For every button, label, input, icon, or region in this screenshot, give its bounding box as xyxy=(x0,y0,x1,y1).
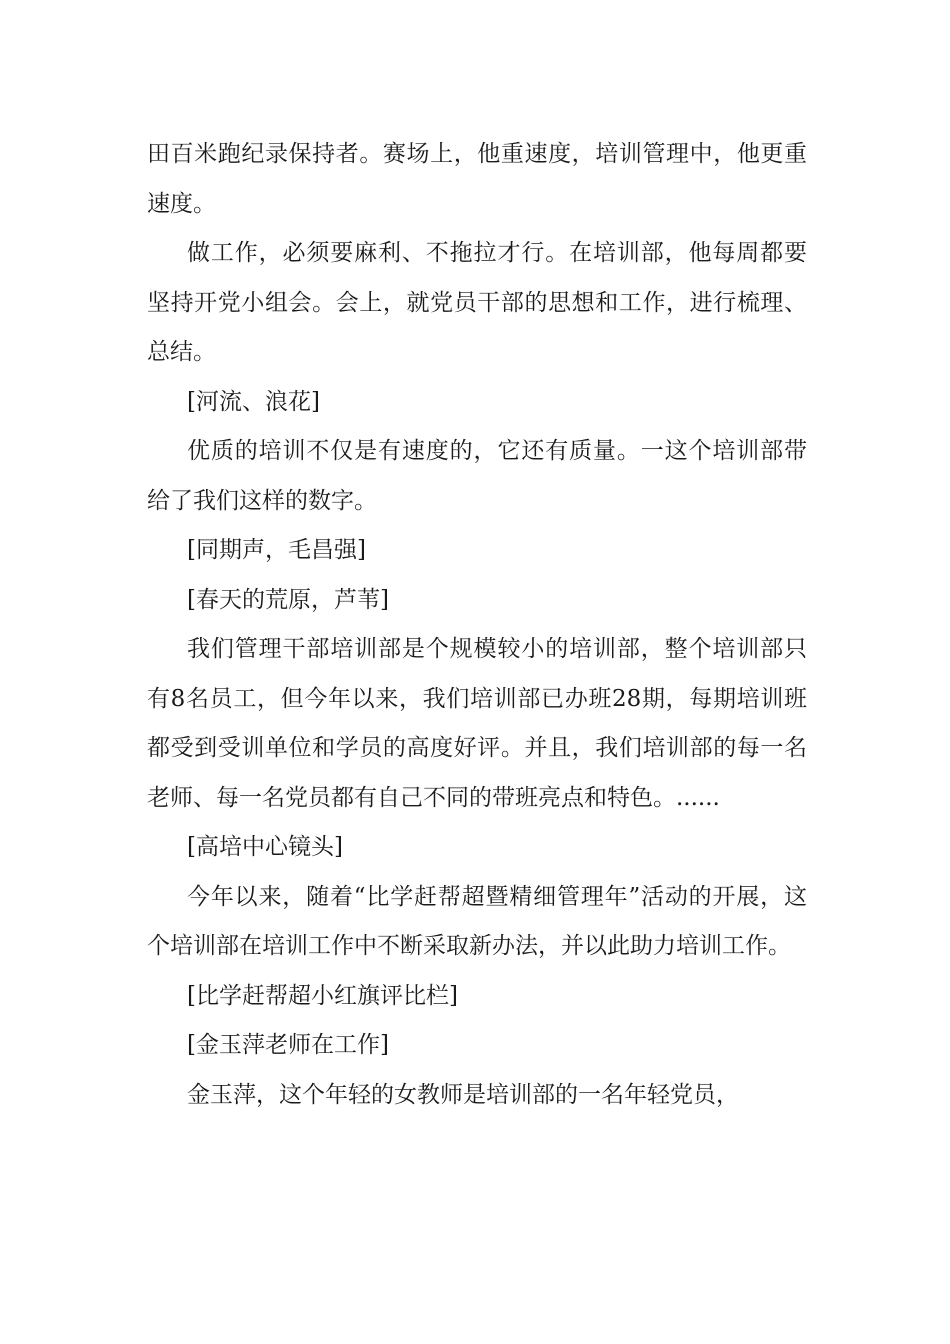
paragraph-6: 金玉萍，这个年轻的女教师是培训部的一名年轻党员， xyxy=(187,1081,739,1108)
scene-note-center-shot: [高培中心镜头] xyxy=(187,834,343,860)
scene-note-teacher-working: [金玉萍老师在工作] xyxy=(187,1032,389,1058)
body-text xyxy=(147,130,807,1120)
scene-note-river: [河流、浪花] xyxy=(187,388,320,415)
paragraph-4: 我们管理干部培训部是个规模较小的培训部，整个培训部只有8名员工，但今年以来，我们培训部已办班28期，每期培训班都受到受训单位和学员的高度好评。并且，我们培训部的每一名老师、每一名党员都有自己不同的带班亮点和特色。...... xyxy=(147,636,807,811)
paragraph-1: 田百米跑纪录保持者。赛场上，他重速度，培训管理中，他更重速度。 xyxy=(147,141,807,217)
scene-note-flag-board: [比学赶帮超小红旗评比栏] xyxy=(187,982,458,1009)
scene-note-sync-sound: [同期声，毛昌强] xyxy=(187,537,366,563)
paragraph-3: 优质的培训不仅是有速度的，它还有质量。一这个培训部带给了我们这样的数字。 xyxy=(147,438,807,514)
scene-note-wasteland: [春天的荒原，芦苇] xyxy=(187,586,389,613)
paragraph-2: 做工作，必须要麻利、不拖拉才行。在培训部，他每周都要坚持开党小组会。会上，就党员干部的思想和工作，进行梳理、总结。 xyxy=(147,240,807,365)
paragraph-5: 今年以来，随着“比学赶帮超暨精细管理年”活动的开展，这个培训部在培训工作中不断采取新办法，并以此助力培训工作。 xyxy=(147,883,807,959)
